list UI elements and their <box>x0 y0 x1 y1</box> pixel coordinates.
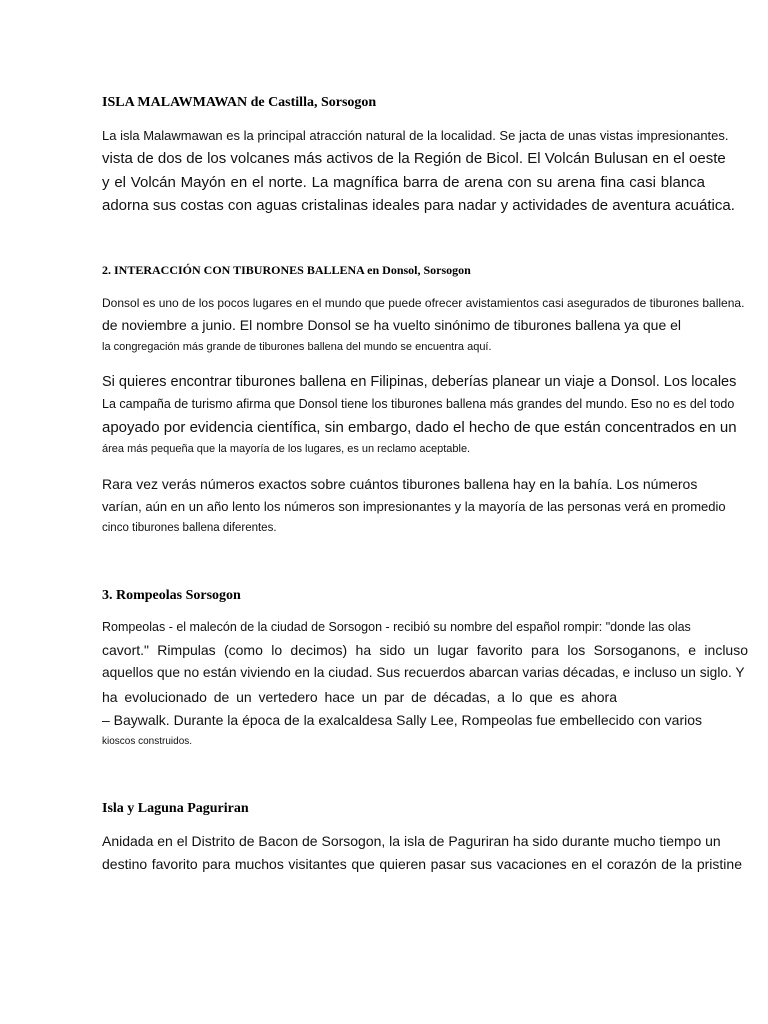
section-heading-rompeolas: 3. Rompeolas Sorsogon <box>102 588 241 603</box>
paragraph-line: vista de dos de los volcanes más activos de la Región de Bicol. El Volcán Bulusan en el oeste <box>102 150 726 167</box>
paragraph-line: área más pequeña que la mayoría de los lugares, es un reclamo aceptable. <box>102 443 471 455</box>
paragraph-line: de noviembre a junio. El nombre Donsol se ha vuelto sinónimo de tiburones ballena ya que el <box>102 317 682 333</box>
paragraph-line: varían, aún en un año lento los números son impresionantes y la mayoría de las personas verá en promedio <box>102 499 726 514</box>
paragraph-line: ha evolucionado de un vertedero hace un par de décadas, a lo que es ahora <box>102 689 617 705</box>
paragraph-line: y el Volcán Mayón en el norte. La magnífica barra de arena con su arena fina casi blanca <box>102 174 705 191</box>
paragraph-line: Si quieres encontrar tiburones ballena en Filipinas, deberías planear un viaje a Donsol. Los locales <box>102 374 737 390</box>
paragraph-line: adorna sus costas con aguas cristalinas ideales para nadar y actividades de aventura acuática. <box>102 197 735 214</box>
paragraph-line: Donsol es uno de los pocos lugares en el mundo que puede ofrecer avistamientos casi asegurados de tiburones ballena. <box>102 296 745 310</box>
paragraph-line: Rara vez verás números exactos sobre cuántos tiburones ballena hay en la bahía. Los números <box>102 476 698 492</box>
paragraph-line: cavort." Rimpulas (como lo decimos) ha sido un lugar favorito para los Sorsoganons, e incluso <box>102 642 748 658</box>
paragraph-line: la congregación más grande de tiburones ballena del mundo se encuentra aquí. <box>102 341 492 353</box>
section-heading-paguriran: Isla y Laguna Paguriran <box>102 801 249 816</box>
paragraph-line: apoyado por evidencia científica, sin embargo, dado el hecho de que están concentrados en un <box>102 419 737 436</box>
paragraph-line: La campaña de turismo afirma que Donsol tiene los tiburones ballena más grandes del mundo. Eso no es del todo <box>102 397 735 411</box>
paragraph-line: La isla Malawmawan es la principal atracción natural de la localidad. Se jacta de unas vistas impresionantes. <box>102 128 729 143</box>
section-heading-donsol: 2. INTERACCIÓN CON TIBURONES BALLENA en Donsol, Sorsogon <box>102 263 471 277</box>
paragraph-line: – Baywalk. Durante la época de la exalcaldesa Sally Lee, Rompeolas fue embellecido con varios <box>102 712 703 728</box>
paragraph-line: kioscos construidos. <box>102 736 193 747</box>
paragraph-line: Rompeolas - el malecón de la ciudad de Sorsogon - recibió su nombre del español rompir: "donde las olas <box>102 620 691 634</box>
paragraph-line: aquellos que no están viviendo en la ciudad. Sus recuerdos abarcan varias décadas, e incluso un siglo. Y <box>102 665 745 680</box>
paragraph-line: destino favorito para muchos visitantes que quieren pasar sus vacaciones en el corazón de la pristine <box>102 856 742 872</box>
paragraph-line: Anidada en el Distrito de Bacon de Sorsogon, la isla de Paguriran ha sido durante mucho tiempo un <box>102 833 721 849</box>
section-heading-malawmawan: ISLA MALAWMAWAN de Castilla, Sorsogon <box>102 95 377 110</box>
paragraph-line: cinco tiburones ballena diferentes. <box>102 522 277 534</box>
